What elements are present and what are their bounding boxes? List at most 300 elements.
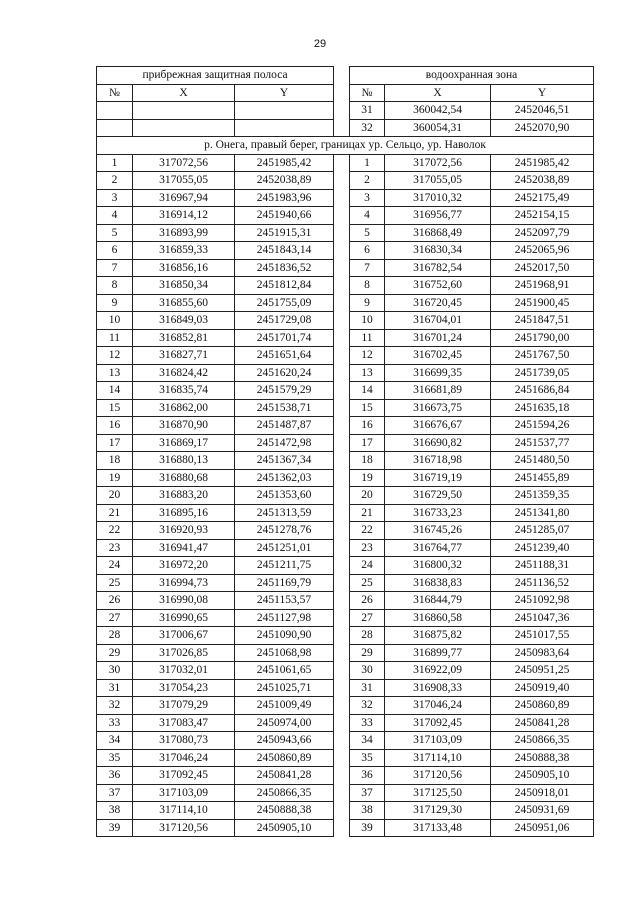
right-x-cell: 360042,54 — [385, 102, 491, 120]
right-num-cell: 29 — [350, 644, 385, 662]
table-row — [97, 312, 594, 330]
right-y-cell: 2451739,05 — [491, 364, 594, 382]
left-num-cell: 24 — [97, 557, 133, 575]
column-gap — [334, 539, 350, 557]
left-y-cell: 2451353,60 — [235, 487, 334, 505]
right-num-cell: 28 — [350, 627, 385, 645]
left-x-cell: 316990,08 — [133, 592, 235, 610]
left-x-cell: 316859,33 — [133, 242, 235, 260]
table-row — [97, 189, 594, 207]
left-num-cell: 31 — [97, 679, 133, 697]
table-row — [97, 277, 594, 295]
table-row — [97, 294, 594, 312]
right-y-cell: 2452097,79 — [491, 224, 594, 242]
right-num-cell: 27 — [350, 609, 385, 627]
left-y-cell: 2451983,96 — [235, 189, 334, 207]
left-num-cell: 28 — [97, 627, 133, 645]
left-x-cell: 316893,99 — [133, 224, 235, 242]
right-y-cell: 2451968,91 — [491, 277, 594, 295]
column-gap — [334, 679, 350, 697]
table-row — [97, 434, 594, 452]
left-num-cell: 10 — [97, 312, 133, 330]
right-y-cell: 2450951,06 — [491, 819, 594, 837]
left-y-cell: 2451009,49 — [235, 697, 334, 715]
right-num-cell: 1 — [350, 154, 385, 172]
table-row — [97, 662, 594, 680]
right-x-cell: 316956,77 — [385, 207, 491, 225]
left-x-cell: 316990,65 — [133, 609, 235, 627]
left-num-cell: 21 — [97, 504, 133, 522]
left-x-cell: 316883,20 — [133, 487, 235, 505]
left-x-cell: 317055,05 — [133, 172, 235, 190]
column-gap — [334, 469, 350, 487]
left-y-cell: 2451729,08 — [235, 312, 334, 330]
column-gap — [334, 154, 350, 172]
table-row — [97, 119, 594, 137]
right-num-cell: 15 — [350, 399, 385, 417]
right-x-cell: 316681,89 — [385, 382, 491, 400]
left-num-cell: 12 — [97, 347, 133, 365]
table-row — [97, 329, 594, 347]
column-gap — [334, 609, 350, 627]
table-row — [97, 784, 594, 802]
right-num-cell: 4 — [350, 207, 385, 225]
left-num-cell: 1 — [97, 154, 133, 172]
left-num-cell: 26 — [97, 592, 133, 610]
left-num-cell: 27 — [97, 609, 133, 627]
table-row — [97, 469, 594, 487]
right-y-cell: 2450931,69 — [491, 802, 594, 820]
coordinates-table — [96, 66, 594, 837]
column-gap — [334, 574, 350, 592]
left-num-cell: 20 — [97, 487, 133, 505]
column-gap — [334, 277, 350, 295]
right-y-cell: 2452154,15 — [491, 207, 594, 225]
left-x-cell: 317103,09 — [133, 784, 235, 802]
right-x-cell: 316701,24 — [385, 329, 491, 347]
empty-cell — [97, 119, 133, 137]
right-y-cell: 2450918,01 — [491, 784, 594, 802]
left-x-cell: 317072,56 — [133, 154, 235, 172]
left-num-cell: 23 — [97, 539, 133, 557]
column-gap — [334, 434, 350, 452]
column-gap — [334, 627, 350, 645]
right-y-cell: 2452017,50 — [491, 259, 594, 277]
left-x-cell: 316895,16 — [133, 504, 235, 522]
right-num-cell: 5 — [350, 224, 385, 242]
column-gap — [334, 714, 350, 732]
right-num-cell: 21 — [350, 504, 385, 522]
right-y-cell: 2451686,84 — [491, 382, 594, 400]
left-num-cell: 29 — [97, 644, 133, 662]
left-x-cell: 317120,56 — [133, 819, 235, 837]
right-num-cell: 36 — [350, 767, 385, 785]
right-x-cell: 316719,19 — [385, 469, 491, 487]
table-row — [97, 679, 594, 697]
right-y-cell: 2451239,40 — [491, 539, 594, 557]
table-row — [97, 802, 594, 820]
left-x-cell: 316880,68 — [133, 469, 235, 487]
left-num-header: № — [97, 84, 133, 102]
right-y-cell: 2451285,07 — [491, 522, 594, 540]
left-x-cell: 317032,01 — [133, 662, 235, 680]
left-x-cell: 316850,34 — [133, 277, 235, 295]
right-y-cell: 2452038,89 — [491, 172, 594, 190]
column-gap — [334, 382, 350, 400]
right-y-cell: 2451985,42 — [491, 154, 594, 172]
left-x-cell: 316849,03 — [133, 312, 235, 330]
table-row — [97, 172, 594, 190]
right-y-cell: 2452175,49 — [491, 189, 594, 207]
left-y-cell: 2451313,59 — [235, 504, 334, 522]
left-y-cell: 2451538,71 — [235, 399, 334, 417]
right-group-header: водоохранная зона — [350, 67, 594, 85]
right-x-cell: 316718,98 — [385, 452, 491, 470]
left-y-cell: 2451701,74 — [235, 329, 334, 347]
left-num-cell: 37 — [97, 784, 133, 802]
right-num-cell: 32 — [350, 119, 385, 137]
left-x-cell: 316972,20 — [133, 557, 235, 575]
right-num-cell: 34 — [350, 732, 385, 750]
right-num-cell: 33 — [350, 714, 385, 732]
left-x-cell: 317026,85 — [133, 644, 235, 662]
right-num-cell: 11 — [350, 329, 385, 347]
right-x-cell: 317010,32 — [385, 189, 491, 207]
column-gap — [334, 119, 350, 137]
right-num-cell: 22 — [350, 522, 385, 540]
right-x-cell: 317133,48 — [385, 819, 491, 837]
table-row — [97, 627, 594, 645]
table-row — [97, 819, 594, 837]
column-gap — [334, 102, 350, 120]
right-num-cell: 31 — [350, 102, 385, 120]
right-y-cell: 2450866,35 — [491, 732, 594, 750]
right-x-cell: 316830,34 — [385, 242, 491, 260]
column-gap — [334, 802, 350, 820]
right-y-cell: 2450905,10 — [491, 767, 594, 785]
left-y-cell: 2451843,14 — [235, 242, 334, 260]
right-y-cell: 2452046,51 — [491, 102, 594, 120]
right-num-cell: 24 — [350, 557, 385, 575]
left-y-cell: 2451651,64 — [235, 347, 334, 365]
left-x-cell: 317079,29 — [133, 697, 235, 715]
table-row — [97, 767, 594, 785]
right-num-cell: 3 — [350, 189, 385, 207]
right-y-cell: 2451047,36 — [491, 609, 594, 627]
table-row — [97, 347, 594, 365]
left-group-header: прибрежная защитная полоса — [97, 67, 334, 85]
left-x-cell: 317046,24 — [133, 749, 235, 767]
right-x-cell: 316764,77 — [385, 539, 491, 557]
empty-cell — [97, 102, 133, 120]
left-y-cell: 2451068,98 — [235, 644, 334, 662]
left-y-cell: 2450974,00 — [235, 714, 334, 732]
right-y-cell: 2451847,51 — [491, 312, 594, 330]
left-x-cell: 317080,73 — [133, 732, 235, 750]
right-x-cell: 317046,24 — [385, 697, 491, 715]
section-title: р. Онега, правый берег, границах ур. Сельцо, ур. Наволок — [97, 137, 594, 155]
right-num-cell: 7 — [350, 259, 385, 277]
group-header-row — [97, 67, 594, 85]
right-y-cell: 2450983,64 — [491, 644, 594, 662]
right-y-cell: 2451900,45 — [491, 294, 594, 312]
right-num-cell: 39 — [350, 819, 385, 837]
column-gap — [334, 242, 350, 260]
left-y-cell: 2451487,87 — [235, 417, 334, 435]
left-x-cell: 317083,47 — [133, 714, 235, 732]
left-y-cell: 2450860,89 — [235, 749, 334, 767]
right-num-cell: 30 — [350, 662, 385, 680]
left-num-cell: 4 — [97, 207, 133, 225]
column-header-row — [97, 84, 594, 102]
left-y-cell: 2451127,98 — [235, 609, 334, 627]
right-y-cell: 2450919,40 — [491, 679, 594, 697]
right-x-cell: 316860,58 — [385, 609, 491, 627]
empty-cell — [133, 102, 235, 120]
right-x-cell: 317120,56 — [385, 767, 491, 785]
right-y-cell: 2451092,98 — [491, 592, 594, 610]
left-x-cell: 316862,00 — [133, 399, 235, 417]
left-num-cell: 15 — [97, 399, 133, 417]
right-num-cell: 10 — [350, 312, 385, 330]
right-x-cell: 316782,54 — [385, 259, 491, 277]
column-gap — [334, 557, 350, 575]
right-x-cell: 316844,79 — [385, 592, 491, 610]
table-row — [97, 382, 594, 400]
left-x-cell: 316869,17 — [133, 434, 235, 452]
right-x-cell: 316922,09 — [385, 662, 491, 680]
right-x-cell: 316673,75 — [385, 399, 491, 417]
left-y-cell: 2451985,42 — [235, 154, 334, 172]
left-y-cell: 2451940,66 — [235, 207, 334, 225]
table-row — [97, 697, 594, 715]
left-y-cell: 2451836,52 — [235, 259, 334, 277]
right-num-cell: 32 — [350, 697, 385, 715]
left-num-cell: 22 — [97, 522, 133, 540]
right-num-cell: 8 — [350, 277, 385, 295]
column-gap — [334, 294, 350, 312]
table-row — [97, 242, 594, 260]
right-y-cell: 2451537,77 — [491, 434, 594, 452]
table-row — [97, 714, 594, 732]
column-gap — [334, 452, 350, 470]
column-gap — [334, 749, 350, 767]
table-row — [97, 504, 594, 522]
right-y-cell: 2451136,52 — [491, 574, 594, 592]
column-gap — [334, 189, 350, 207]
right-y-cell: 2452070,90 — [491, 119, 594, 137]
column-gap — [334, 207, 350, 225]
right-x-cell: 316745,26 — [385, 522, 491, 540]
column-gap — [334, 417, 350, 435]
table-row — [97, 574, 594, 592]
right-num-cell: 9 — [350, 294, 385, 312]
table-row — [97, 224, 594, 242]
left-num-cell: 11 — [97, 329, 133, 347]
left-y-cell: 2451755,09 — [235, 294, 334, 312]
table-row — [97, 592, 594, 610]
left-y-cell: 2451061,65 — [235, 662, 334, 680]
table-row — [97, 644, 594, 662]
left-x-cell: 316914,12 — [133, 207, 235, 225]
right-x-cell: 316699,35 — [385, 364, 491, 382]
left-num-cell: 38 — [97, 802, 133, 820]
empty-cell — [133, 119, 235, 137]
column-gap — [334, 819, 350, 837]
table-row — [97, 417, 594, 435]
left-y-cell: 2451915,31 — [235, 224, 334, 242]
left-y-cell: 2451367,34 — [235, 452, 334, 470]
column-gap — [334, 364, 350, 382]
left-num-cell: 13 — [97, 364, 133, 382]
left-y-cell: 2450943,66 — [235, 732, 334, 750]
left-x-cell: 317092,45 — [133, 767, 235, 785]
column-gap — [334, 592, 350, 610]
right-num-cell: 16 — [350, 417, 385, 435]
left-num-cell: 39 — [97, 819, 133, 837]
table-row — [97, 259, 594, 277]
left-num-cell: 16 — [97, 417, 133, 435]
left-y-cell: 2450866,35 — [235, 784, 334, 802]
right-x-cell: 316704,01 — [385, 312, 491, 330]
left-num-cell: 6 — [97, 242, 133, 260]
right-num-cell: 31 — [350, 679, 385, 697]
right-num-cell: 37 — [350, 784, 385, 802]
left-num-cell: 33 — [97, 714, 133, 732]
right-y-cell: 2451480,50 — [491, 452, 594, 470]
right-x-cell: 316908,33 — [385, 679, 491, 697]
left-x-cell: 316855,60 — [133, 294, 235, 312]
column-gap — [334, 224, 350, 242]
table-row — [97, 207, 594, 225]
section-row — [97, 137, 594, 155]
left-num-cell: 19 — [97, 469, 133, 487]
left-y-cell: 2451090,90 — [235, 627, 334, 645]
right-num-cell: 20 — [350, 487, 385, 505]
right-x-cell: 317055,05 — [385, 172, 491, 190]
column-gap — [334, 522, 350, 540]
right-y-cell: 2451635,18 — [491, 399, 594, 417]
right-y-cell: 2451767,50 — [491, 347, 594, 365]
table-row — [97, 154, 594, 172]
right-x-cell: 317125,50 — [385, 784, 491, 802]
right-y-cell: 2451359,35 — [491, 487, 594, 505]
left-y-cell: 2451579,29 — [235, 382, 334, 400]
column-gap — [334, 84, 350, 102]
left-num-cell: 5 — [97, 224, 133, 242]
table-row — [97, 364, 594, 382]
right-num-cell: 25 — [350, 574, 385, 592]
right-num-cell: 26 — [350, 592, 385, 610]
right-y-cell: 2450860,89 — [491, 697, 594, 715]
column-gap — [334, 67, 350, 85]
left-x-cell: 317006,67 — [133, 627, 235, 645]
table-row — [97, 522, 594, 540]
right-num-cell: 6 — [350, 242, 385, 260]
right-x-cell: 316838,83 — [385, 574, 491, 592]
right-x-cell: 317072,56 — [385, 154, 491, 172]
left-y-cell: 2452038,89 — [235, 172, 334, 190]
table-row — [97, 749, 594, 767]
column-gap — [334, 732, 350, 750]
column-gap — [334, 662, 350, 680]
left-y-cell: 2451362,03 — [235, 469, 334, 487]
left-y-cell: 2451211,75 — [235, 557, 334, 575]
table-row — [97, 452, 594, 470]
left-num-cell: 32 — [97, 697, 133, 715]
left-x-cell: 316824,42 — [133, 364, 235, 382]
table-row — [97, 102, 594, 120]
column-gap — [334, 172, 350, 190]
right-x-cell: 316800,32 — [385, 557, 491, 575]
right-y-cell: 2451790,00 — [491, 329, 594, 347]
column-gap — [334, 487, 350, 505]
left-y-cell: 2451153,57 — [235, 592, 334, 610]
left-num-cell: 3 — [97, 189, 133, 207]
column-gap — [334, 329, 350, 347]
table-row — [97, 399, 594, 417]
right-x-cell: 316752,60 — [385, 277, 491, 295]
right-num-cell: 17 — [350, 434, 385, 452]
column-gap — [334, 399, 350, 417]
left-num-cell: 30 — [97, 662, 133, 680]
right-y-cell: 2451341,80 — [491, 504, 594, 522]
right-y-cell: 2451017,55 — [491, 627, 594, 645]
right-x-cell: 316720,45 — [385, 294, 491, 312]
left-x-cell: 316852,81 — [133, 329, 235, 347]
left-y-header: Y — [235, 84, 334, 102]
left-x-cell: 317114,10 — [133, 802, 235, 820]
column-gap — [334, 644, 350, 662]
right-x-header: X — [385, 84, 491, 102]
right-num-cell: 13 — [350, 364, 385, 382]
left-y-cell: 2451620,24 — [235, 364, 334, 382]
left-x-header: X — [133, 84, 235, 102]
left-x-cell: 316920,93 — [133, 522, 235, 540]
right-num-cell: 23 — [350, 539, 385, 557]
table-row — [97, 539, 594, 557]
right-num-cell: 18 — [350, 452, 385, 470]
right-num-header: № — [350, 84, 385, 102]
right-x-cell: 317129,30 — [385, 802, 491, 820]
column-gap — [334, 347, 350, 365]
right-x-cell: 317103,09 — [385, 732, 491, 750]
left-x-cell: 316870,90 — [133, 417, 235, 435]
right-x-cell: 316729,50 — [385, 487, 491, 505]
left-x-cell: 316880,13 — [133, 452, 235, 470]
left-num-cell: 25 — [97, 574, 133, 592]
right-num-cell: 12 — [350, 347, 385, 365]
left-y-cell: 2451251,01 — [235, 539, 334, 557]
right-x-cell: 316868,49 — [385, 224, 491, 242]
right-num-cell: 38 — [350, 802, 385, 820]
empty-cell — [235, 102, 334, 120]
right-x-cell: 317092,45 — [385, 714, 491, 732]
left-x-cell: 316994,73 — [133, 574, 235, 592]
left-y-cell: 2451472,98 — [235, 434, 334, 452]
column-gap — [334, 259, 350, 277]
table-row — [97, 487, 594, 505]
right-y-cell: 2452065,96 — [491, 242, 594, 260]
right-y-header: Y — [491, 84, 594, 102]
empty-cell — [235, 119, 334, 137]
left-x-cell: 316967,94 — [133, 189, 235, 207]
left-num-cell: 34 — [97, 732, 133, 750]
left-y-cell: 2451278,76 — [235, 522, 334, 540]
table-row — [97, 732, 594, 750]
left-num-cell: 9 — [97, 294, 133, 312]
right-x-cell: 317114,10 — [385, 749, 491, 767]
